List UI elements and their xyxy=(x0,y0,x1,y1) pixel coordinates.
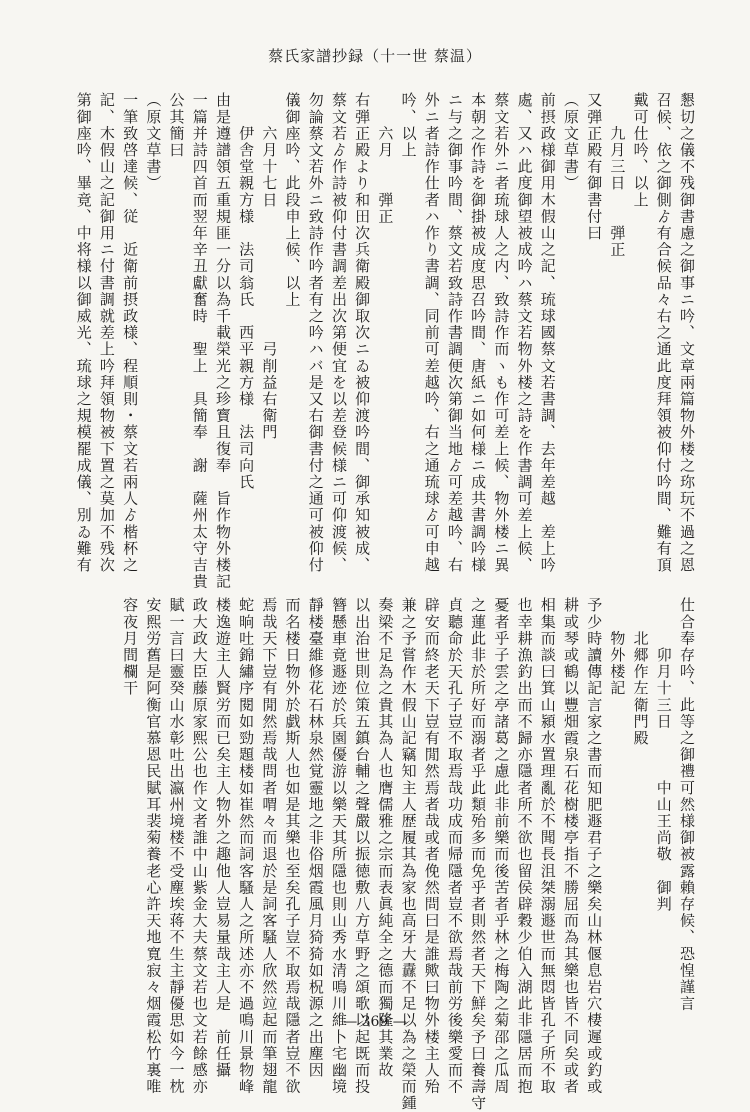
bottom-column: 安熙労舊是阿衡官慕恩民賦耳裴菊養老心許天地寬寂々烟霞松竹裏唯 xyxy=(144,597,163,1095)
bottom-column: 貞聽命於天孔子豈不取焉哉功成而帰隱者豈不欲焉哉前労後樂愛而不 xyxy=(445,597,464,1095)
bottom-column: 北郷作左衛門殿 xyxy=(631,597,650,747)
bottom-column: 而名楼日物外於戯斯人也如是其樂也至矣孔子豈不取焉哉隱者豈不欲 xyxy=(283,597,302,1095)
top-column: 由是遵譜領五重規匪一分以為千載榮光之珍寳且復奉 旨作物外楼記 xyxy=(213,92,232,590)
top-column: （原文草書） xyxy=(561,92,580,192)
bottom-column: 蛇晌吐錦繡序閱如勁題楼如崔然而詞客騷人之所述亦不過鳴川景物峰 xyxy=(237,597,256,1095)
top-column: 召候、依之御側ゟ有合候品々右之通此度拜領被仰付吟間、難有頂 xyxy=(654,92,673,574)
top-column: 第御座吟、畢竟、中将様以御威光、琉球之規模罷成儀、別ゐ難有 xyxy=(74,92,93,574)
top-column: 記、木假山之記御用ニ付書調就差上吟拜領物被下置之莫加不残次 xyxy=(97,92,116,574)
bottom-column: 予少時讀傳記言家之書而知肥遯君子之樂矣山林偃息岩穴棲遲或釣或 xyxy=(585,597,604,1095)
top-column: 外ニ者詩作仕者ハ作り書調、同前可差越吟、右之通琉球ゟ可申越 xyxy=(422,92,441,574)
bottom-column: 相集而談曰箕山潁水置理亂於不聞長沮桀溺遯世而無悶皆孔子所不取 xyxy=(538,597,557,1095)
bottom-column: 焉哉天下豈有閒然焉哉問者喟々而退於是詞客騷人欣然竝起而筆翅龍 xyxy=(260,597,279,1095)
bottom-column: 物外楼記 xyxy=(608,597,627,697)
bottom-column: 耕或琴或鶴以豐畑霞泉石花樹楼亭指不勝屈而為其樂也皆不同矣或者 xyxy=(561,597,580,1095)
top-column: 九月三日 弾正 xyxy=(608,92,627,258)
top-column: （原文草書） xyxy=(144,92,163,192)
top-column: 又弾正殿有御書付曰 xyxy=(585,92,604,242)
top-column: 蔡文若ゟ作詩被仰付書調差出次第便宜を以差登候様ニ可仰渡候、 xyxy=(329,92,348,574)
top-column: 本朝之作詩を御掛被成度思召吟間、唐紙ニ如何様ニ成共書調吟様 xyxy=(469,92,488,574)
top-column: 戴可仕吟、以上 xyxy=(631,92,650,209)
top-column: ニ与之御事吟間、蔡文若致詩作書調便次第御当地ゟ可差越吟、右 xyxy=(445,92,464,574)
bottom-column: 簪懸車竟遯迹於兵園優游以樂天其所隱也則山秀水清鳴川維卜宅幽境 xyxy=(329,597,348,1095)
top-column: 前摂政様御用木假山之記、琉球國蔡文若書調、去年差越 差上吟 xyxy=(538,92,557,574)
top-column: 勿論蔡文若外ニ致詩作吟者有之吟ハバ是又右御書付之通可被仰付 xyxy=(306,92,325,574)
bottom-column: 容夜月間欄干 xyxy=(121,597,140,697)
bottom-column: 奏梁不足為之貴其為人也膺儒雅之宗而表眞純全之德而獨隆其業故 xyxy=(376,597,395,1079)
page-number: — 369 — xyxy=(343,1014,407,1030)
bottom-column: 仕合奉存吟、此等之御禮可然様御被露賴存候、恐惶謹言 xyxy=(678,597,696,1012)
top-column: 懇切之儀不残御書慮之御事ニ吟、文章兩篇物外楼之珎玩不過之恩 xyxy=(678,92,696,574)
top-column: 蔡文若外ニ者琉球人之内、致詩作而ヽも作可差上候、物外楼ニ異 xyxy=(492,92,511,574)
bottom-column: 兼之予嘗作木假山記竊知主人歴履其為家也高牙大纛不足以為之榮而鍾 xyxy=(399,597,418,1112)
top-column: 儀御座吟、此段申上候、以上 xyxy=(283,92,302,308)
bottom-column: 政大政大臣藤原家熙公也作文者誰中山紫金大夫蔡文若也文若餘感亦 xyxy=(190,597,209,1095)
top-column: 六月 弾正 xyxy=(376,92,395,225)
top-text-block xyxy=(72,92,698,590)
top-column: 一筆致啓達候、従 近衛前摂政様、程順則・蔡文若兩人ゟ楷杯之 xyxy=(121,92,140,574)
bottom-column: 以出治世則位策五鎮台輔之聲嚴以振徳敷八方草野之頌歌以起既而投 xyxy=(353,597,372,1095)
bottom-column: 之蓮此非於所好而溺者乎此類殆多而免乎者則然者天下鮮矣予曰養壽守 xyxy=(469,597,488,1112)
running-header: 蔡氏家譜抄録（十一世 蔡温） xyxy=(268,47,482,65)
top-column: 右弾正殿より和田次兵衛殿御取次ニゐ被仰渡吟間、御承知被成、 xyxy=(353,92,372,574)
bottom-column: 辟安而終老天下豈有閒然焉者哉或者俛然問曰是誰歟曰物外楼主人殆 xyxy=(422,597,441,1095)
bottom-column: 靜楼臺維修花石林泉然覚靈地之非俗烟霞風月猗猗如柷源之出塵因 xyxy=(306,597,325,1079)
bottom-column: 卯月十三日 中山王尚敬 御判 xyxy=(654,597,673,913)
bottom-column: 楼逸遊主人賢労而已矣主人物外之趣他人豈易量哉主人是 前任攝 xyxy=(213,597,232,1079)
top-column: 吟、以上 xyxy=(399,92,418,159)
bottom-column: 憂者乎子雲之亭諸葛之慮此非前樂而後苦者乎林之梅陶之菊邵之瓜周 xyxy=(492,597,511,1095)
top-column: 公其簡曰 xyxy=(167,92,186,159)
bottom-column: 賦一言曰靈癸山水彰吐出瀛州境楼不受塵埃蒋不生主靜優思如今一枕 xyxy=(167,597,186,1095)
top-column: 伊舎堂親方様 法司翁氏 西平親方様 法司向氏 xyxy=(237,92,256,491)
bottom-column: 也幸耕漁釣出而不歸亦隱者所不欲也留侯辟穀少伯入湖此非隱居而抱 xyxy=(515,597,534,1095)
top-column: 一篇并詩四首而翌年辛丑獻奮時 聖上 具簡奉 謝 薩州太守吉貴 xyxy=(190,92,209,590)
top-column: 六月十七日 弓削益右衛門 xyxy=(260,92,279,441)
top-column: 處、又ハ此度御望被成吟ハ蔡文若物外楼之詩を作書調可差上候、 xyxy=(515,92,534,574)
